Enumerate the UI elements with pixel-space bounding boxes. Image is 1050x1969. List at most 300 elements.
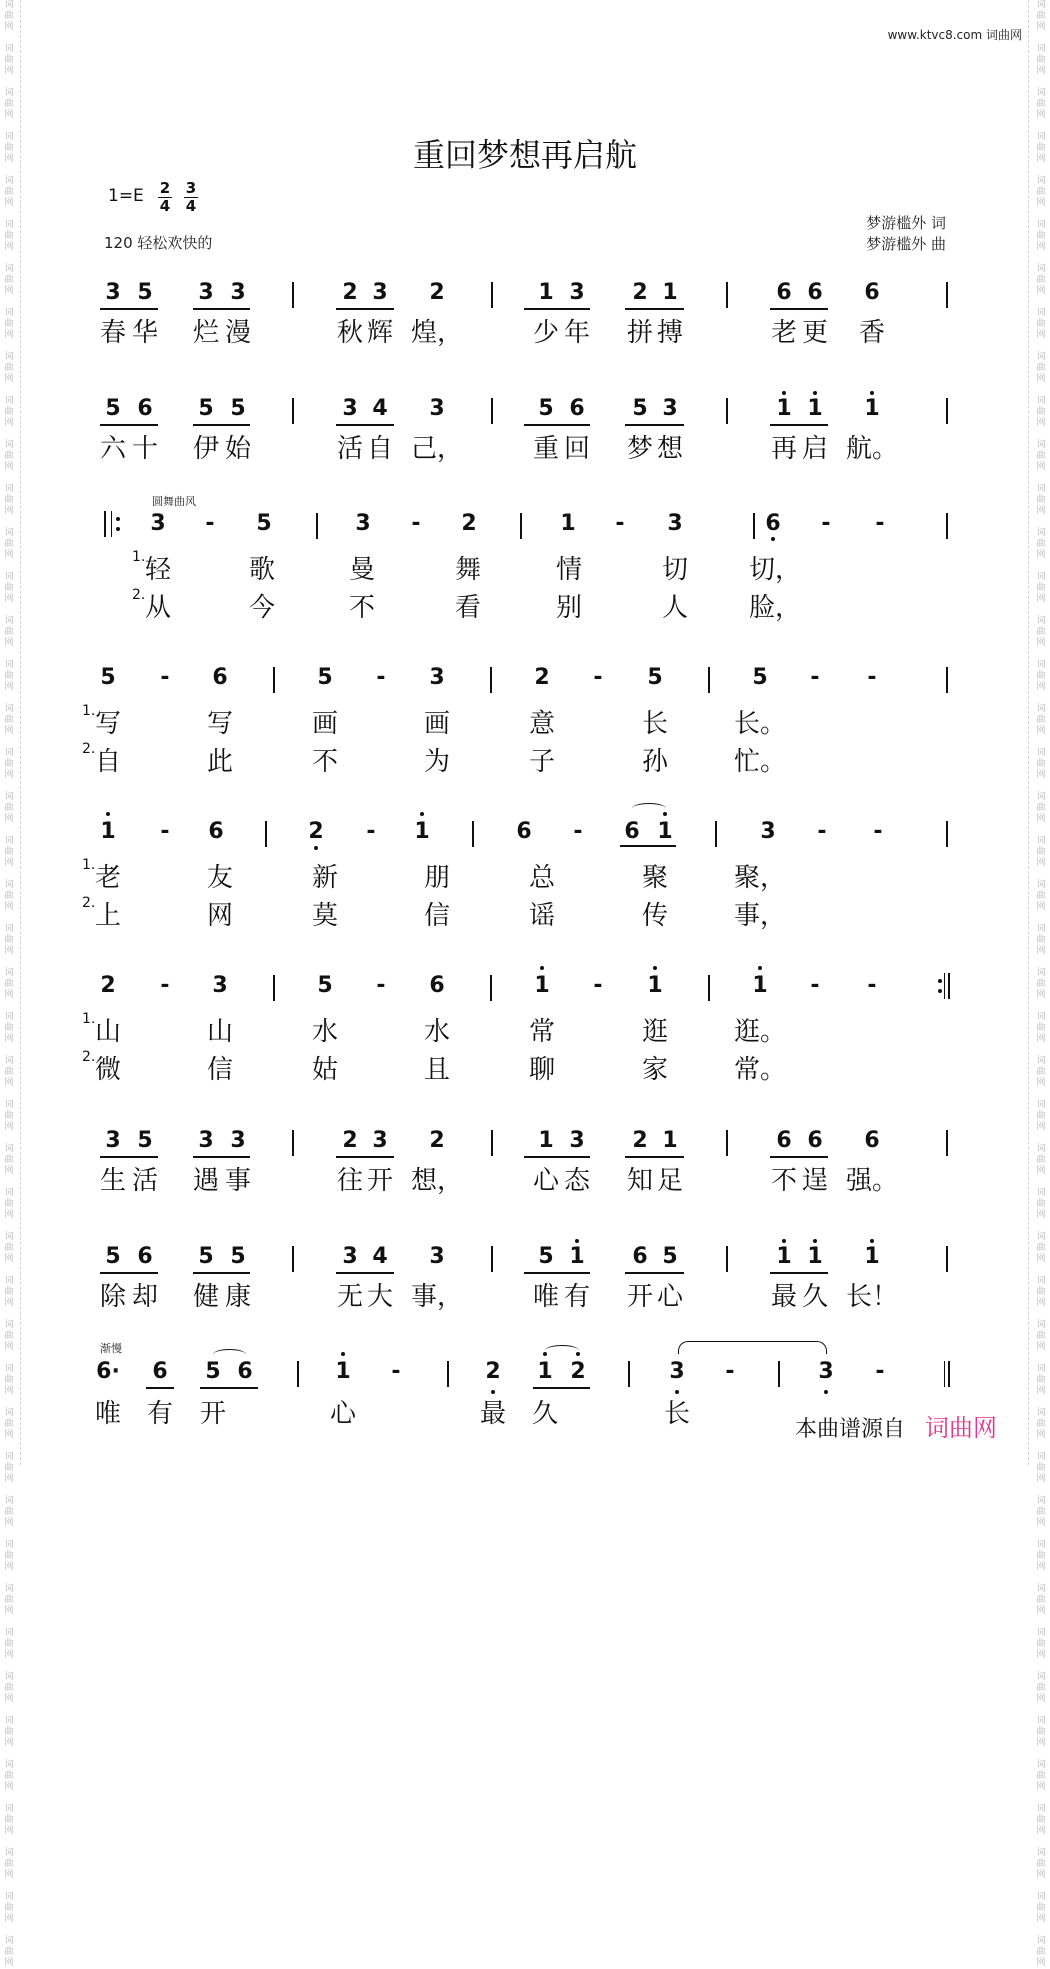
note: - [160,665,170,690]
lyric: 不 [311,747,339,777]
lyric: 信 [423,901,451,931]
note: 6 [776,1128,792,1153]
lyric: 谣 [528,901,556,931]
lyric: 大 [366,1282,394,1312]
lyric: 有 [563,1282,591,1312]
barline [273,975,275,1001]
underline [100,424,158,426]
barline [946,1246,948,1272]
note: 6 [624,819,640,844]
lyric: 2. [82,895,96,911]
lyric: 切 [661,555,689,585]
note: 1 [807,1244,823,1269]
note: 1 [335,1359,351,1384]
lyric: 1. [82,703,96,719]
note: 5 [205,1359,221,1384]
lyric: 信 [206,1055,234,1085]
barline [726,282,728,308]
lyric: 想 [656,434,684,464]
note: - [875,1359,885,1384]
barline [490,667,492,693]
lyric: 1. [132,549,146,565]
note: 1 [864,1244,880,1269]
lyric: 长 [663,1399,691,1429]
repeat-start-thin [111,511,112,537]
note: - [593,665,603,690]
note: 3 [355,511,371,536]
lyric: 知 [626,1166,654,1196]
lyric: 开 [626,1282,654,1312]
slur [213,1349,246,1360]
lyric: 传 [641,901,669,931]
lyricist-credit: 梦游槛外 词 [866,214,946,232]
note: 5 [538,396,554,421]
lyric: 子 [528,747,556,777]
octave-dot [106,812,110,816]
lyric: 情 [555,555,583,585]
lyric: 老 [94,863,122,893]
barline [490,975,492,1001]
underline [524,308,590,310]
lyric: 秋 [336,318,364,348]
note: - [391,1359,401,1384]
note: - [160,973,170,998]
lyric: 却 [131,1282,159,1312]
octave-dot [575,1239,579,1243]
lyric: 最 [770,1282,798,1312]
barline [292,1246,294,1272]
octave-dot [758,966,762,970]
underline [625,308,684,310]
lyric: 新 [311,863,339,893]
section-label: 圆舞曲风 [152,495,196,508]
note: 2 [632,1128,648,1153]
lyric: 漫 [224,318,252,348]
barline [265,821,267,847]
note: 5 [632,396,648,421]
lyric: 今 [248,593,276,623]
lyric: 家 [641,1055,669,1085]
note: - [366,819,376,844]
note: 6 [516,819,532,844]
note: 1 [662,280,678,305]
barline [316,513,318,539]
note: 3 [230,280,246,305]
note: 6 [137,1244,153,1269]
lyric: 切， [748,555,802,585]
lyric: 心 [329,1399,357,1429]
note: - [821,511,831,536]
note: 1 [776,396,792,421]
note: 1 [864,396,880,421]
lyric: 且 [423,1055,451,1085]
barline [491,398,493,424]
note: 2 [485,1359,501,1384]
note: - [867,973,877,998]
lyric: 上 [94,901,122,931]
lyric: 健 [192,1282,220,1312]
lyric: 六 [99,434,127,464]
lyric: 不 [348,593,376,623]
note: 3 [429,665,445,690]
barline [520,513,522,539]
underline [193,1156,250,1158]
note: - [593,973,603,998]
barline [726,1246,728,1272]
note: 5 [256,511,272,536]
lyric: 心 [532,1166,560,1196]
watermark-right: 词 曲 网 词 曲 网 词 曲 网 词 曲 网 词 曲 网 词 曲 网 词 曲 网 词 曲 网 词 曲 网 词 曲 网 词 曲 网 词 曲 网 词 曲 网 词 曲 网 词 曲 网 词 曲 网 词 曲 网 词 曲 网 词 曲 网 词 曲 网 词 曲 网 词 曲 网 词 曲 网 词 曲 网 词 曲 网 词 曲 网 词 曲 网 词 曲 网 词 曲 网 词 曲 网 词 曲 网 词 曲 网 词 曲 网 词 曲 网 词 曲 网 词 曲 网 词 曲 网 词 曲 网 词 曲 网 词 曲 网 词 曲 网 词 曲 网 词 曲 网 词 曲 网 词 曲 网 [1036,0,1046,1968]
lyric: 活 [336,434,364,464]
lyric: 2. [82,741,96,757]
barline [726,398,728,424]
note: 5 [105,1244,121,1269]
lyric: 唯 [532,1282,560,1312]
note: 6 [776,280,792,305]
note: 2 [100,973,116,998]
underline [200,1387,258,1389]
note: 3 [342,1244,358,1269]
note: 1 [807,396,823,421]
lyric: 意 [528,709,556,739]
lyric: 除 [99,1282,127,1312]
note: 2 [534,665,550,690]
lyric: 朋 [423,863,451,893]
footer-source [795,1408,997,1443]
note: - [875,511,885,536]
lyric: 有 [146,1399,174,1429]
note: 1 [560,511,576,536]
barline [472,821,474,847]
underline [625,424,684,426]
lyric: 山 [206,1017,234,1047]
note: 3 [662,396,678,421]
lyric: 伊 [192,434,220,464]
underline [100,1272,158,1274]
time-signature-2-4: 2 4 [159,179,171,215]
lyric: 重 [532,434,560,464]
octave-dot [116,527,120,531]
song-title: 重回梦想再启航 [412,136,637,174]
barline [946,667,948,693]
underline [524,1156,590,1158]
lyric: 辉 [366,318,394,348]
note: 1 [647,973,663,998]
note: 5 [752,665,768,690]
lyric: 康 [224,1282,252,1312]
lyric: 长！ [845,1282,899,1312]
barline [708,667,710,693]
note: - [810,665,820,690]
note: - [615,511,625,536]
underline [770,1272,828,1274]
note: 3 [818,1359,834,1384]
note: - [725,1359,735,1384]
underline [533,1387,590,1389]
note: 5 [198,1244,214,1269]
lyric: 事 [224,1166,252,1196]
lyric: 久 [531,1399,559,1429]
note: - [810,973,820,998]
site-url[interactable]: www.ktvc8.com 词曲网 [887,28,1022,42]
note: 6 [569,396,585,421]
octave-dot [420,812,424,816]
octave-dot [116,517,120,521]
footer-brand-link[interactable]: 词曲网 [925,1414,998,1442]
lyric: 孙 [641,747,669,777]
note: 1 [414,819,430,844]
lyric: 往 [336,1166,364,1196]
note: - [411,511,421,536]
lyric: 回 [563,434,591,464]
tempo-change-label: 渐慢 [100,1342,122,1355]
note: 6 [765,511,781,536]
note: - [873,819,883,844]
note: 6 [212,665,228,690]
underline [193,308,250,310]
octave-dot [314,846,318,850]
barline [297,1361,299,1387]
lyric: 逛。 [733,1017,787,1047]
lyric: 老 [770,318,798,348]
underline [770,1156,828,1158]
note: 6 [864,280,880,305]
lyric: 水 [311,1017,339,1047]
note: 3 [230,1128,246,1153]
lyric: 忙。 [733,747,787,777]
octave-dot [782,391,786,395]
lyric: 烂 [192,318,220,348]
note: 5 [105,396,121,421]
lyric: 活 [131,1166,159,1196]
fold-line-right [1028,0,1029,1465]
lyric: 开 [366,1166,394,1196]
note: 2 [570,1359,586,1384]
note: 5 [137,280,153,305]
note: 1 [534,973,550,998]
lyric: 再 [770,434,798,464]
lyric: 常。 [733,1055,787,1085]
barline [708,975,710,1001]
underline [193,1272,250,1274]
lyric: 想， [410,1166,464,1196]
barline [273,667,275,693]
note: 6 [429,973,445,998]
underline [620,845,676,847]
key-signature: 1=E [108,186,144,206]
lyric: 始 [224,434,252,464]
lyric: 聚， [733,863,787,893]
lyric: 长。 [733,709,787,739]
octave-dot [653,966,657,970]
note: 1 [752,973,768,998]
lyric: 年 [563,318,591,348]
lyric: 人 [661,593,689,623]
underline [524,1272,590,1274]
octave-dot [782,1239,786,1243]
lyric: 歌 [248,555,276,585]
note: 6 [137,396,153,421]
barline [946,398,948,424]
lyric: 自 [366,434,394,464]
barline [292,282,294,308]
lyric: 曼 [348,555,376,585]
underline [100,308,158,310]
underline [625,1272,684,1274]
note: 3 [569,280,585,305]
note: 1 [776,1244,792,1269]
note: 6 [208,819,224,844]
barline [753,513,755,539]
underline [193,424,250,426]
lyric: 看 [454,593,482,623]
note: 1 [538,280,554,305]
lyric: 启 [801,434,829,464]
note: 1 [662,1128,678,1153]
barline [491,1246,493,1272]
repeat-start-thick [104,511,106,537]
note: 1 [537,1359,553,1384]
lyric: 2. [82,1049,96,1065]
lyric: 梦 [626,434,654,464]
note: 1 [657,819,673,844]
barline [491,282,493,308]
barline [946,513,948,539]
note: - [376,973,386,998]
note: 3 [198,280,214,305]
lyric: 为 [423,747,451,777]
lyric: 开 [199,1399,227,1429]
note: 5 [538,1244,554,1269]
note: 5 [317,973,333,998]
note: 3 [372,280,388,305]
octave-dot [938,989,942,993]
note: 3 [429,396,445,421]
underline [336,1272,394,1274]
lyric: 聊 [528,1055,556,1085]
note: 5 [100,665,116,690]
lyric: 总 [528,863,556,893]
watermark-left: 词 曲 网 词 曲 网 词 曲 网 词 曲 网 词 曲 网 词 曲 网 词 曲 网 词 曲 网 词 曲 网 词 曲 网 词 曲 网 词 曲 网 词 曲 网 词 曲 网 词 曲 网 词 曲 网 词 曲 网 词 曲 网 词 曲 网 词 曲 网 词 曲 网 词 曲 网 词 曲 网 词 曲 网 词 曲 网 词 曲 网 词 曲 网 词 曲 网 词 曲 网 词 曲 网 词 曲 网 词 曲 网 词 曲 网 词 曲 网 词 曲 网 词 曲 网 词 曲 网 词 曲 网 词 曲 网 词 曲 网 词 曲 网 词 曲 网 词 曲 网 词 曲 网 词 曲 网 [4,0,14,1968]
final-bar-thick [948,1361,950,1387]
lyric: 山 [94,1017,122,1047]
underline [146,1387,174,1389]
octave-dot [870,391,874,395]
slur [632,803,666,814]
note: 3 [342,396,358,421]
lyric: 微 [94,1055,122,1085]
underline [336,424,394,426]
repeat-end-thick [948,973,950,999]
barline [292,1130,294,1156]
underline [770,308,828,310]
lyric: 事， [410,1282,464,1312]
note: 2 [461,511,477,536]
time-signature-3-4: 3 4 [185,179,197,215]
barline [946,282,948,308]
lyric: 更 [801,318,829,348]
note: 6 [237,1359,253,1384]
lyric: 常 [528,1017,556,1047]
lyric: 煌， [410,318,464,348]
tie [678,1341,827,1354]
note: 2 [429,280,445,305]
octave-dot [813,391,817,395]
note: 5 [662,1244,678,1269]
lyric: 香 [858,318,886,348]
barline [491,1130,493,1156]
note: - [867,665,877,690]
note: 5 [198,396,214,421]
lyric: 轻 [144,555,172,585]
lyric: 搏 [656,318,684,348]
barline [447,1361,449,1387]
underline [625,1156,684,1158]
note: 1 [538,1128,554,1153]
repeat-end-thin [944,973,945,999]
note: 3 [429,1244,445,1269]
lyric: 唯 [94,1399,122,1429]
note: 5 [317,665,333,690]
underline [336,308,394,310]
octave-dot [771,537,775,541]
lyric: 华 [131,318,159,348]
note: 3 [212,973,228,998]
lyric: 不 [770,1166,798,1196]
note: 6 [152,1359,168,1384]
lyric: 久 [801,1282,829,1312]
lyric: 画 [423,709,451,739]
note: 5 [137,1128,153,1153]
footer-source-text: 本曲谱源自 [795,1417,906,1442]
note: 2 [342,1128,358,1153]
lyric: 2. [132,587,146,603]
lyric: 春 [99,318,127,348]
octave-dot [824,1390,828,1394]
barline [715,821,717,847]
lyric: 水 [423,1017,451,1047]
barline [778,1361,780,1387]
underline [336,1156,394,1158]
underline [100,1156,158,1158]
lyric: 最 [479,1399,507,1429]
lyric: 心 [656,1282,684,1312]
lyric: 逞 [801,1166,829,1196]
final-bar-thin [944,1361,945,1387]
lyric: 聚 [641,863,669,893]
barline [628,1361,630,1387]
note: 3 [105,280,121,305]
note: 2 [342,280,358,305]
note: 2 [308,819,324,844]
lyric: 友 [206,863,234,893]
lyric: 态 [563,1166,591,1196]
note: - [573,819,583,844]
note: 3 [198,1128,214,1153]
lyric: 1. [82,1011,96,1027]
note: 3 [150,511,166,536]
lyric: 十 [131,434,159,464]
lyric: 从 [144,593,172,623]
tempo-marking: 120 轻松欢快的 [104,234,213,252]
lyric: 1. [82,857,96,873]
note: - [205,511,215,536]
octave-dot [813,1239,817,1243]
octave-dot [938,979,942,983]
note: 5 [230,1244,246,1269]
lyric: 强。 [845,1166,899,1196]
note: 6 [632,1244,648,1269]
